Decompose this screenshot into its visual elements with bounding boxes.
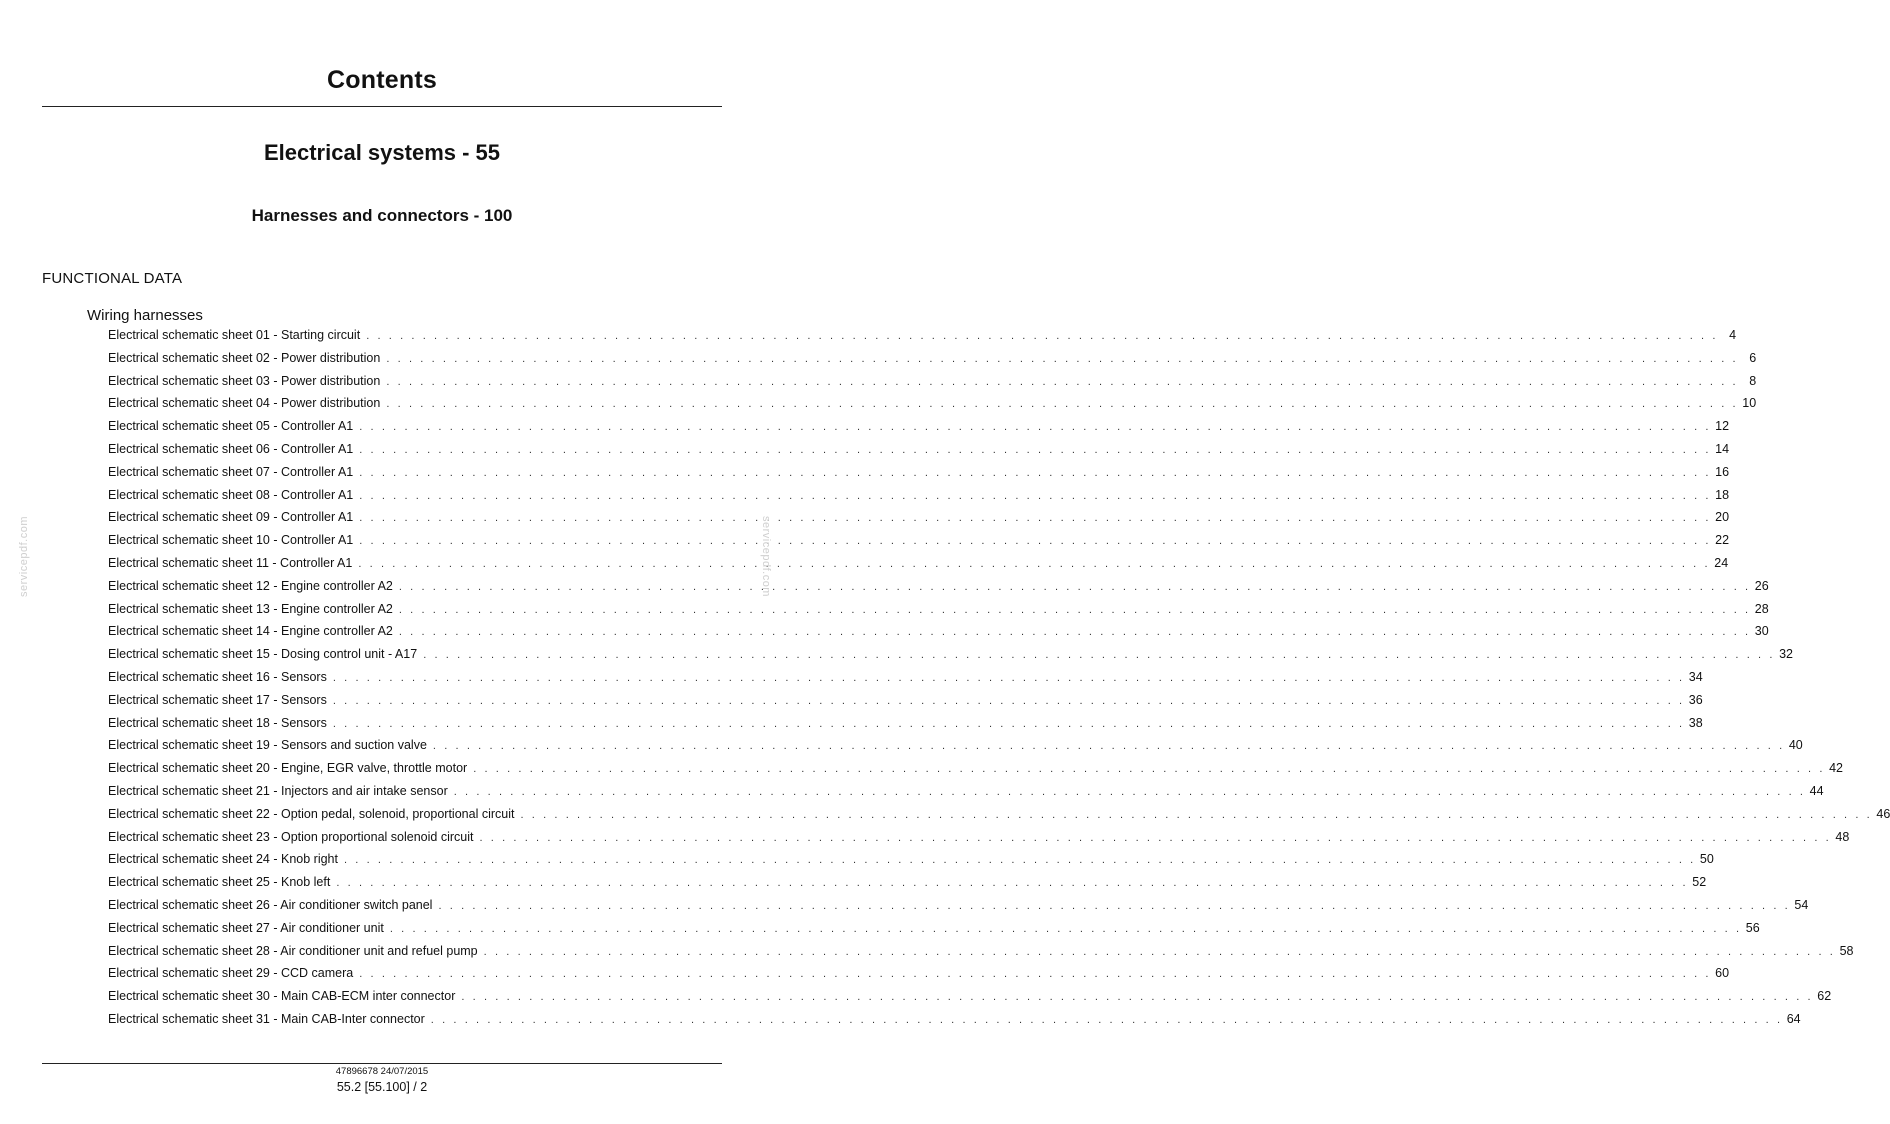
toc-entry[interactable] xyxy=(108,575,1769,598)
toc-leader-dots: . . . . . . . . . . . . . . . . . . . . . . . . . . . . . . . . . . . . . . . . . . . . . . . . . . . . . . . . . . . . . . . . . . . . . . . . . . . . . . . . . . . . . . . . . . . . . . . . . . . . . . . . . . . . . . . . . . . . . . . . xyxy=(461,991,1814,1004)
toc-entry-page: 40 xyxy=(1788,738,1803,753)
toc-entry-title: Electrical schematic sheet 26 - Air conditioner switch panel xyxy=(108,897,433,912)
toc-entry[interactable] xyxy=(108,461,1730,484)
toc-entry[interactable] xyxy=(108,643,1794,666)
toc-entry[interactable] xyxy=(108,438,1730,461)
toc-entry-title: Electrical schematic sheet 30 - Main CAB-ECM inter connector xyxy=(108,989,456,1004)
toc-leader-dots: . . . . . . . . . . . . . . . . . . . . . . . . . . . . . . . . . . . . . . . . . . . . . . . . . . . . . . . . . . . . . . . . . . . . . . . . . . . . . . . . . . . . . . . . . . . . . . . . . . . . . . . . . . . . . . . . . . . . . . . . xyxy=(358,557,1711,570)
toc-entry-page: 18 xyxy=(1715,487,1730,502)
toc-entry[interactable] xyxy=(108,826,1850,849)
toc-leader-dots: . . . . . . . . . . . . . . . . . . . . . . . . . . . . . . . . . . . . . . . . . . . . . . . . . . . . . . . . . . . . . . . . . . . . . . . . . . . . . . . . . . . . . . . . . . . . . . . . . . . . . . . . . . . . . . . . . . . . . . . . xyxy=(359,443,1712,456)
toc-entry-page: 64 xyxy=(1786,1011,1801,1026)
toc-entry-page: 60 xyxy=(1715,966,1730,981)
toc-leader-dots: . . . . . . . . . . . . . . . . . . . . . . . . . . . . . . . . . . . . . . . . . . . . . . . . . . . . . . . . . . . . . . . . . . . . . . . . . . . . . . . . . . . . . . . . . . . . . . . . . . . . . . . . . . . . . . . . . . . . . . . . xyxy=(398,580,1751,593)
toc-entry-title: Electrical schematic sheet 15 - Dosing control unit - A17 xyxy=(108,647,418,662)
toc-entry-title: Electrical schematic sheet 23 - Option proportional solenoid circuit xyxy=(108,829,474,844)
toc-entry[interactable] xyxy=(108,803,1890,826)
toc-entry-title: Electrical schematic sheet 04 - Power distribution xyxy=(108,396,381,411)
toc-entry-page: 6 xyxy=(1749,350,1757,365)
toc-leader-dots: . . . . . . . . . . . . . . . . . . . . . . . . . . . . . . . . . . . . . . . . . . . . . . . . . . . . . . . . . . . . . . . . . . . . . . . . . . . . . . . . . . . . . . . . . . . . . . . . . . . . . . . . . . . . . . . . . . . . . . . . xyxy=(386,352,1739,365)
toc-leader-dots: . . . . . . . . . . . . . . . . . . . . . . . . . . . . . . . . . . . . . . . . . . . . . . . . . . . . . . . . . . . . . . . . . . . . . . . . . . . . . . . . . . . . . . . . . . . . . . . . . . . . . . . . . . . . . . . . . . . . . . . . xyxy=(359,535,1712,548)
toc-leader-dots: . . . . . . . . . . . . . . . . . . . . . . . . . . . . . . . . . . . . . . . . . . . . . . . . . . . . . . . . . . . . . . . . . . . . . . . . . . . . . . . . . . . . . . . . . . . . . . . . . . . . . . . . . . . . . . . . . . . . . . . . xyxy=(336,877,1689,890)
toc-entry-page: 38 xyxy=(1688,715,1703,730)
toc-entry-title: Electrical schematic sheet 17 - Sensors xyxy=(108,692,327,707)
toc-leader-dots: . . . . . . . . . . . . . . . . . . . . . . . . . . . . . . . . . . . . . . . . . . . . . . . . . . . . . . . . . . . . . . . . . . . . . . . . . . . . . . . . . . . . . . . . . . . . . . . . . . . . . . . . . . . . . . . . . . . . . . . . xyxy=(423,649,1776,662)
toc-leader-dots: . . . . . . . . . . . . . . . . . . . . . . . . . . . . . . . . . . . . . . . . . . . . . . . . . . . . . . . . . . . . . . . . . . . . . . . . . . . . . . . . . . . . . . . . . . . . . . . . . . . . . . . . . . . . . . . . . . . . . . . . xyxy=(473,763,1826,776)
toc-leader-dots: . . . . . . . . . . . . . . . . . . . . . . . . . . . . . . . . . . . . . . . . . . . . . . . . . . . . . . . . . . . . . . . . . . . . . . . . . . . . . . . . . . . . . . . . . . . . . . . . . . . . . . . . . . . . . . . . . . . . . . . . xyxy=(432,740,1785,753)
toc-entry[interactable] xyxy=(108,347,1757,370)
toc-entry-page: 48 xyxy=(1835,829,1850,844)
toc-entry-page: 28 xyxy=(1754,601,1769,616)
toc-entry[interactable] xyxy=(108,370,1757,393)
toc-entry-page: 22 xyxy=(1715,533,1730,548)
toc-entry[interactable] xyxy=(108,392,1757,415)
toc-entry-page: 14 xyxy=(1715,441,1730,456)
toc-leader-dots: . . . . . . . . . . . . . . . . . . . . . . . . . . . . . . . . . . . . . . . . . . . . . . . . . . . . . . . . . . . . . . . . . . . . . . . . . . . . . . . . . . . . . . . . . . . . . . . . . . . . . . . . . . . . . . . . . . . . . . . . xyxy=(359,489,1712,502)
toc-entry-page: 44 xyxy=(1809,783,1824,798)
toc-leader-dots: . . . . . . . . . . . . . . . . . . . . . . . . . . . . . . . . . . . . . . . . . . . . . . . . . . . . . . . . . . . . . . . . . . . . . . . . . . . . . . . . . . . . . . . . . . . . . . . . . . . . . . . . . . . . . . . . . . . . . . . . xyxy=(332,717,1685,730)
toc-entry-title: Electrical schematic sheet 28 - Air conditioner unit and refuel pump xyxy=(108,943,478,958)
header-divider xyxy=(42,106,722,107)
toc-entry[interactable] xyxy=(108,529,1730,552)
toc-entry-page: 26 xyxy=(1754,578,1769,593)
toc-entry-page: 32 xyxy=(1779,647,1794,662)
toc-entry-page: 10 xyxy=(1742,396,1757,411)
group-title: Harnesses and connectors - 100 xyxy=(251,206,513,225)
toc-entry-page: 54 xyxy=(1794,897,1809,912)
toc-entry-page: 20 xyxy=(1715,510,1730,525)
toc-entry-title: Electrical schematic sheet 11 - Controller A1 xyxy=(108,555,353,570)
toc-entry[interactable] xyxy=(108,894,1809,917)
toc-leader-dots: . . . . . . . . . . . . . . . . . . . . . . . . . . . . . . . . . . . . . . . . . . . . . . . . . . . . . . . . . . . . . . . . . . . . . . . . . . . . . . . . . . . . . . . . . . . . . . . . . . . . . . . . . . . . . . . . . . . . . . . . xyxy=(343,854,1696,867)
toc-leader-dots: . . . . . . . . . . . . . . . . . . . . . . . . . . . . . . . . . . . . . . . . . . . . . . . . . . . . . . . . . . . . . . . . . . . . . . . . . . . . . . . . . . . . . . . . . . . . . . . . . . . . . . . . . . . . . . . . . . . . . . . . xyxy=(359,512,1712,525)
toc-entry-page: 30 xyxy=(1754,624,1769,639)
section-title: FUNCTIONAL DATA xyxy=(42,270,183,287)
toc-entry-title: Electrical schematic sheet 13 - Engine controller A2 xyxy=(108,601,393,616)
toc-entry-page: 52 xyxy=(1692,875,1707,890)
toc-entry[interactable] xyxy=(108,415,1730,438)
toc-entry-title: Electrical schematic sheet 20 - Engine, EGR valve, throttle motor xyxy=(108,761,468,776)
toc-entry[interactable] xyxy=(108,324,1737,347)
toc-entry[interactable] xyxy=(108,848,1714,871)
toc-entry[interactable] xyxy=(108,985,1832,1008)
subsection-title: Wiring harnesses xyxy=(87,307,203,324)
toc-leader-dots: . . . . . . . . . . . . . . . . . . . . . . . . . . . . . . . . . . . . . . . . . . . . . . . . . . . . . . . . . . . . . . . . . . . . . . . . . . . . . . . . . . . . . . . . . . . . . . . . . . . . . . . . . . . . . . . . . . . . . . . . xyxy=(359,968,1712,981)
toc-entry-title: Electrical schematic sheet 06 - Controller A1 xyxy=(108,441,354,456)
toc-entry[interactable] xyxy=(108,1008,1801,1031)
toc-leader-dots: . . . . . . . . . . . . . . . . . . . . . . . . . . . . . . . . . . . . . . . . . . . . . . . . . . . . . . . . . . . . . . . . . . . . . . . . . . . . . . . . . . . . . . . . . . . . . . . . . . . . . . . . . . . . . . . . . . . . . . . . xyxy=(359,466,1712,479)
toc-entry-title: Electrical schematic sheet 08 - Controller A1 xyxy=(108,487,354,502)
footer-page-ref: 55.2 [55.100] / 2 xyxy=(336,1080,428,1094)
toc-entry-page: 62 xyxy=(1817,989,1832,1004)
toc-entry-page: 58 xyxy=(1839,943,1854,958)
toc-entry[interactable] xyxy=(108,666,1703,689)
toc-entry-title: Electrical schematic sheet 21 - Injectors and air intake sensor xyxy=(108,783,448,798)
footer-divider xyxy=(42,1063,722,1064)
toc-leader-dots: . . . . . . . . . . . . . . . . . . . . . . . . . . . . . . . . . . . . . . . . . . . . . . . . . . . . . . . . . . . . . . . . . . . . . . . . . . . . . . . . . . . . . . . . . . . . . . . . . . . . . . . . . . . . . . . . . . . . . . . . xyxy=(479,831,1832,844)
watermark-left: servicepdf.com xyxy=(18,516,30,597)
toc-entry-title: Electrical schematic sheet 18 - Sensors xyxy=(108,715,327,730)
toc-entry[interactable] xyxy=(108,962,1730,985)
toc-leader-dots: . . . . . . . . . . . . . . . . . . . . . . . . . . . . . . . . . . . . . . . . . . . . . . . . . . . . . . . . . . . . . . . . . . . . . . . . . . . . . . . . . . . . . . . . . . . . . . . . . . . . . . . . . . . . . . . . . . . . . . . . xyxy=(332,694,1685,707)
toc-entry-title: Electrical schematic sheet 07 - Controller A1 xyxy=(108,464,354,479)
toc-entry[interactable] xyxy=(108,871,1707,894)
toc-entry[interactable] xyxy=(108,940,1854,963)
toc-leader-dots: . . . . . . . . . . . . . . . . . . . . . . . . . . . . . . . . . . . . . . . . . . . . . . . . . . . . . . . . . . . . . . . . . . . . . . . . . . . . . . . . . . . . . . . . . . . . . . . . . . . . . . . . . . . . . . . . . . . . . . . . xyxy=(520,808,1873,821)
toc-entry-title: Electrical schematic sheet 27 - Air conditioner unit xyxy=(108,920,384,935)
toc-leader-dots: . . . . . . . . . . . . . . . . . . . . . . . . . . . . . . . . . . . . . . . . . . . . . . . . . . . . . . . . . . . . . . . . . . . . . . . . . . . . . . . . . . . . . . . . . . . . . . . . . . . . . . . . . . . . . . . . . . . . . . . . xyxy=(398,603,1751,616)
toc-entry-title: Electrical schematic sheet 02 - Power distribution xyxy=(108,350,381,365)
toc-entry[interactable] xyxy=(108,780,1824,803)
toc-leader-dots: . . . . . . . . . . . . . . . . . . . . . . . . . . . . . . . . . . . . . . . . . . . . . . . . . . . . . . . . . . . . . . . . . . . . . . . . . . . . . . . . . . . . . . . . . . . . . . . . . . . . . . . . . . . . . . . . . . . . . . . . xyxy=(359,421,1712,434)
toc-entry-title: Electrical schematic sheet 22 - Option pedal, solenoid, proportional circuit xyxy=(108,806,515,821)
system-title: Electrical systems - 55 xyxy=(263,140,501,165)
toc-entry-title: Electrical schematic sheet 29 - CCD camera xyxy=(108,966,354,981)
toc-entry[interactable] xyxy=(108,552,1729,575)
toc-entry-title: Electrical schematic sheet 24 - Knob right xyxy=(108,852,338,867)
toc-entry-title: Electrical schematic sheet 14 - Engine controller A2 xyxy=(108,624,393,639)
toc-leader-dots: . . . . . . . . . . . . . . . . . . . . . . . . . . . . . . . . . . . . . . . . . . . . . . . . . . . . . . . . . . . . . . . . . . . . . . . . . . . . . . . . . . . . . . . . . . . . . . . . . . . . . . . . . . . . . . . . . . . . . . . . xyxy=(386,375,1739,388)
toc-entry-page: 36 xyxy=(1688,692,1703,707)
toc-leader-dots: . . . . . . . . . . . . . . . . . . . . . . . . . . . . . . . . . . . . . . . . . . . . . . . . . . . . . . . . . . . . . . . . . . . . . . . . . . . . . . . . . . . . . . . . . . . . . . . . . . . . . . . . . . . . . . . . . . . . . . . . xyxy=(366,330,1719,342)
toc-entry-title: Electrical schematic sheet 19 - Sensors and suction valve xyxy=(108,738,427,753)
toc-entry-title: Electrical schematic sheet 10 - Controller A1 xyxy=(108,533,354,548)
toc-leader-dots: . . . . . . . . . . . . . . . . . . . . . . . . . . . . . . . . . . . . . . . . . . . . . . . . . . . . . . . . . . . . . . . . . . . . . . . . . . . . . . . . . . . . . . . . . . . . . . . . . . . . . . . . . . . . . . . . . . . . . . . . xyxy=(483,945,1836,958)
watermark-right: servicepdf.com xyxy=(760,516,772,597)
toc-entry-title: Electrical schematic sheet 12 - Engine controller A2 xyxy=(108,578,393,593)
toc-leader-dots: . . . . . . . . . . . . . . . . . . . . . . . . . . . . . . . . . . . . . . . . . . . . . . . . . . . . . . . . . . . . . . . . . . . . . . . . . . . . . . . . . . . . . . . . . . . . . . . . . . . . . . . . . . . . . . . . . . . . . . . . xyxy=(332,671,1685,684)
toc-entry-page: 42 xyxy=(1829,761,1844,776)
toc-leader-dots: . . . . . . . . . . . . . . . . . . . . . . . . . . . . . . . . . . . . . . . . . . . . . . . . . . . . . . . . . . . . . . . . . . . . . . . . . . . . . . . . . . . . . . . . . . . . . . . . . . . . . . . . . . . . . . . . . . . . . . . . xyxy=(398,626,1751,639)
contents-title: Contents xyxy=(327,66,437,94)
toc-leader-dots: . . . . . . . . . . . . . . . . . . . . . . . . . . . . . . . . . . . . . . . . . . . . . . . . . . . . . . . . . . . . . . . . . . . . . . . . . . . . . . . . . . . . . . . . . . . . . . . . . . . . . . . . . . . . . . . . . . . . . . . . xyxy=(430,1013,1783,1026)
toc-entry-title: Electrical schematic sheet 25 - Knob left xyxy=(108,875,331,890)
toc-entry[interactable] xyxy=(108,734,1803,757)
toc-entry-page: 56 xyxy=(1745,920,1760,935)
toc-leader-dots: . . . . . . . . . . . . . . . . . . . . . . . . . . . . . . . . . . . . . . . . . . . . . . . . . . . . . . . . . . . . . . . . . . . . . . . . . . . . . . . . . . . . . . . . . . . . . . . . . . . . . . . . . . . . . . . . . . . . . . . . xyxy=(453,785,1806,798)
toc-entry-page: 46 xyxy=(1876,806,1890,821)
toc-entry[interactable] xyxy=(108,598,1769,621)
toc-leader-dots: . . . . . . . . . . . . . . . . . . . . . . . . . . . . . . . . . . . . . . . . . . . . . . . . . . . . . . . . . . . . . . . . . . . . . . . . . . . . . . . . . . . . . . . . . . . . . . . . . . . . . . . . . . . . . . . . . . . . . . . . xyxy=(389,922,1742,935)
toc-entry-page: 50 xyxy=(1699,852,1714,867)
toc-entry-page: 24 xyxy=(1714,555,1729,570)
toc-entry-title: Electrical schematic sheet 01 - Starting circuit xyxy=(108,328,361,342)
toc-entry[interactable] xyxy=(108,484,1730,507)
footer-doc-code: 47896678 24/07/2015 xyxy=(335,1066,429,1077)
toc-entry-title: Electrical schematic sheet 16 - Sensors xyxy=(108,669,327,684)
toc-entry[interactable] xyxy=(108,620,1769,643)
toc-entry[interactable] xyxy=(108,757,1844,780)
toc-entry-title: Electrical schematic sheet 03 - Power distribution xyxy=(108,373,381,388)
toc-entry[interactable] xyxy=(108,506,1730,529)
toc-entry[interactable] xyxy=(108,689,1703,712)
toc-entry[interactable] xyxy=(108,712,1703,735)
toc-entry-page: 8 xyxy=(1749,373,1757,388)
toc-entry-title: Electrical schematic sheet 31 - Main CAB-Inter connector xyxy=(108,1011,425,1026)
toc-leader-dots: . . . . . . . . . . . . . . . . . . . . . . . . . . . . . . . . . . . . . . . . . . . . . . . . . . . . . . . . . . . . . . . . . . . . . . . . . . . . . . . . . . . . . . . . . . . . . . . . . . . . . . . . . . . . . . . . . . . . . . . . xyxy=(438,899,1791,912)
toc-entry-page: 12 xyxy=(1715,419,1730,434)
toc-entry-title: Electrical schematic sheet 09 - Controller A1 xyxy=(108,510,354,525)
toc-entry-page: 4 xyxy=(1729,328,1737,342)
toc-entry-page: 16 xyxy=(1715,464,1730,479)
toc-leader-dots: . . . . . . . . . . . . . . . . . . . . . . . . . . . . . . . . . . . . . . . . . . . . . . . . . . . . . . . . . . . . . . . . . . . . . . . . . . . . . . . . . . . . . . . . . . . . . . . . . . . . . . . . . . . . . . . . . . . . . . . . xyxy=(386,398,1739,411)
toc-entry[interactable] xyxy=(108,917,1760,940)
toc-entry-page: 34 xyxy=(1688,669,1703,684)
toc-entry-title: Electrical schematic sheet 05 - Controller A1 xyxy=(108,419,354,434)
